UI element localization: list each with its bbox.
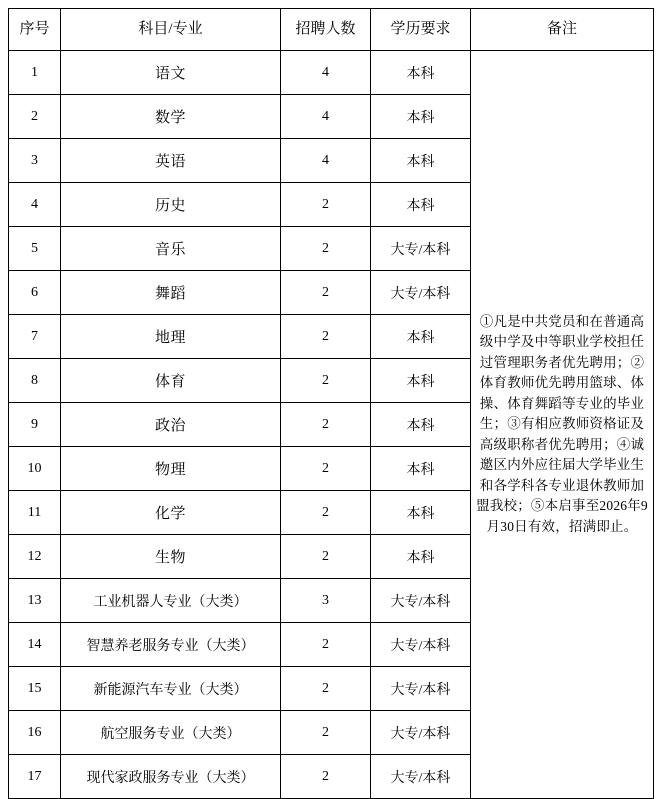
cell-count: 2 (281, 183, 371, 227)
cell-education: 大专/本科 (371, 227, 471, 271)
column-header-education: 学历要求 (371, 9, 471, 51)
cell-count: 2 (281, 403, 371, 447)
cell-count: 2 (281, 667, 371, 711)
cell-no: 9 (9, 403, 61, 447)
column-header-subject: 科目/专业 (61, 9, 281, 51)
cell-no: 6 (9, 271, 61, 315)
cell-education: 大专/本科 (371, 579, 471, 623)
cell-education: 本科 (371, 535, 471, 579)
cell-subject: 生物 (61, 535, 281, 579)
cell-no: 5 (9, 227, 61, 271)
cell-no: 15 (9, 667, 61, 711)
cell-count: 2 (281, 227, 371, 271)
cell-education: 本科 (371, 315, 471, 359)
cell-subject: 地理 (61, 315, 281, 359)
cell-subject: 数学 (61, 95, 281, 139)
cell-no: 14 (9, 623, 61, 667)
cell-education: 本科 (371, 95, 471, 139)
cell-subject: 物理 (61, 447, 281, 491)
cell-count: 4 (281, 51, 371, 95)
cell-no: 13 (9, 579, 61, 623)
cell-education: 本科 (371, 491, 471, 535)
cell-education: 本科 (371, 51, 471, 95)
cell-subject: 新能源汽车专业（大类） (61, 667, 281, 711)
cell-count: 2 (281, 359, 371, 403)
cell-no: 7 (9, 315, 61, 359)
cell-count: 3 (281, 579, 371, 623)
cell-count: 2 (281, 315, 371, 359)
cell-subject: 化学 (61, 491, 281, 535)
cell-no: 4 (9, 183, 61, 227)
cell-count: 2 (281, 491, 371, 535)
column-header-remark: 备注 (471, 9, 654, 51)
cell-count: 2 (281, 535, 371, 579)
cell-education: 大专/本科 (371, 667, 471, 711)
column-header-count: 招聘人数 (281, 9, 371, 51)
cell-education: 本科 (371, 183, 471, 227)
cell-count: 4 (281, 139, 371, 183)
column-header-no: 序号 (9, 9, 61, 51)
cell-subject: 政治 (61, 403, 281, 447)
cell-education: 大专/本科 (371, 755, 471, 799)
cell-subject: 英语 (61, 139, 281, 183)
cell-subject: 音乐 (61, 227, 281, 271)
cell-subject: 航空服务专业（大类） (61, 711, 281, 755)
cell-no: 1 (9, 51, 61, 95)
cell-no: 2 (9, 95, 61, 139)
cell-education: 大专/本科 (371, 623, 471, 667)
table-row (9, 51, 654, 95)
cell-subject: 历史 (61, 183, 281, 227)
cell-education: 大专/本科 (371, 271, 471, 315)
cell-education: 本科 (371, 447, 471, 491)
cell-count: 4 (281, 95, 371, 139)
cell-subject: 智慧养老服务专业（大类） (61, 623, 281, 667)
recruitment-table (8, 8, 654, 799)
cell-education: 本科 (371, 139, 471, 183)
cell-subject: 工业机器人专业（大类） (61, 579, 281, 623)
cell-no: 10 (9, 447, 61, 491)
cell-no: 11 (9, 491, 61, 535)
cell-count: 2 (281, 447, 371, 491)
cell-subject: 舞蹈 (61, 271, 281, 315)
cell-count: 2 (281, 711, 371, 755)
cell-subject: 语文 (61, 51, 281, 95)
cell-subject: 体育 (61, 359, 281, 403)
table-header-row (9, 9, 654, 51)
cell-count: 2 (281, 755, 371, 799)
cell-count: 2 (281, 271, 371, 315)
cell-no: 17 (9, 755, 61, 799)
cell-education: 大专/本科 (371, 711, 471, 755)
cell-remark (471, 51, 654, 799)
table-body (9, 51, 654, 799)
cell-count: 2 (281, 623, 371, 667)
cell-no: 16 (9, 711, 61, 755)
cell-no: 3 (9, 139, 61, 183)
cell-education: 本科 (371, 359, 471, 403)
remark-text: ①凡是中共党员和在普通高级中学及中等职业学校担任过管理职务者优先聘用；②体育教师优先聘用篮球、体操、体育舞蹈等专业的毕业生；③有相应教师资格证及高级职称者优先聘用；④诚邀区内外应往届大学毕业生和各学科各专业退休教师加盟我校；⑤本启事至2026年9月30日有效，招满即止。 (476, 313, 648, 534)
cell-no: 12 (9, 535, 61, 579)
cell-subject: 现代家政服务专业（大类） (61, 755, 281, 799)
cell-education: 本科 (371, 403, 471, 447)
table-header (9, 9, 654, 51)
cell-no: 8 (9, 359, 61, 403)
